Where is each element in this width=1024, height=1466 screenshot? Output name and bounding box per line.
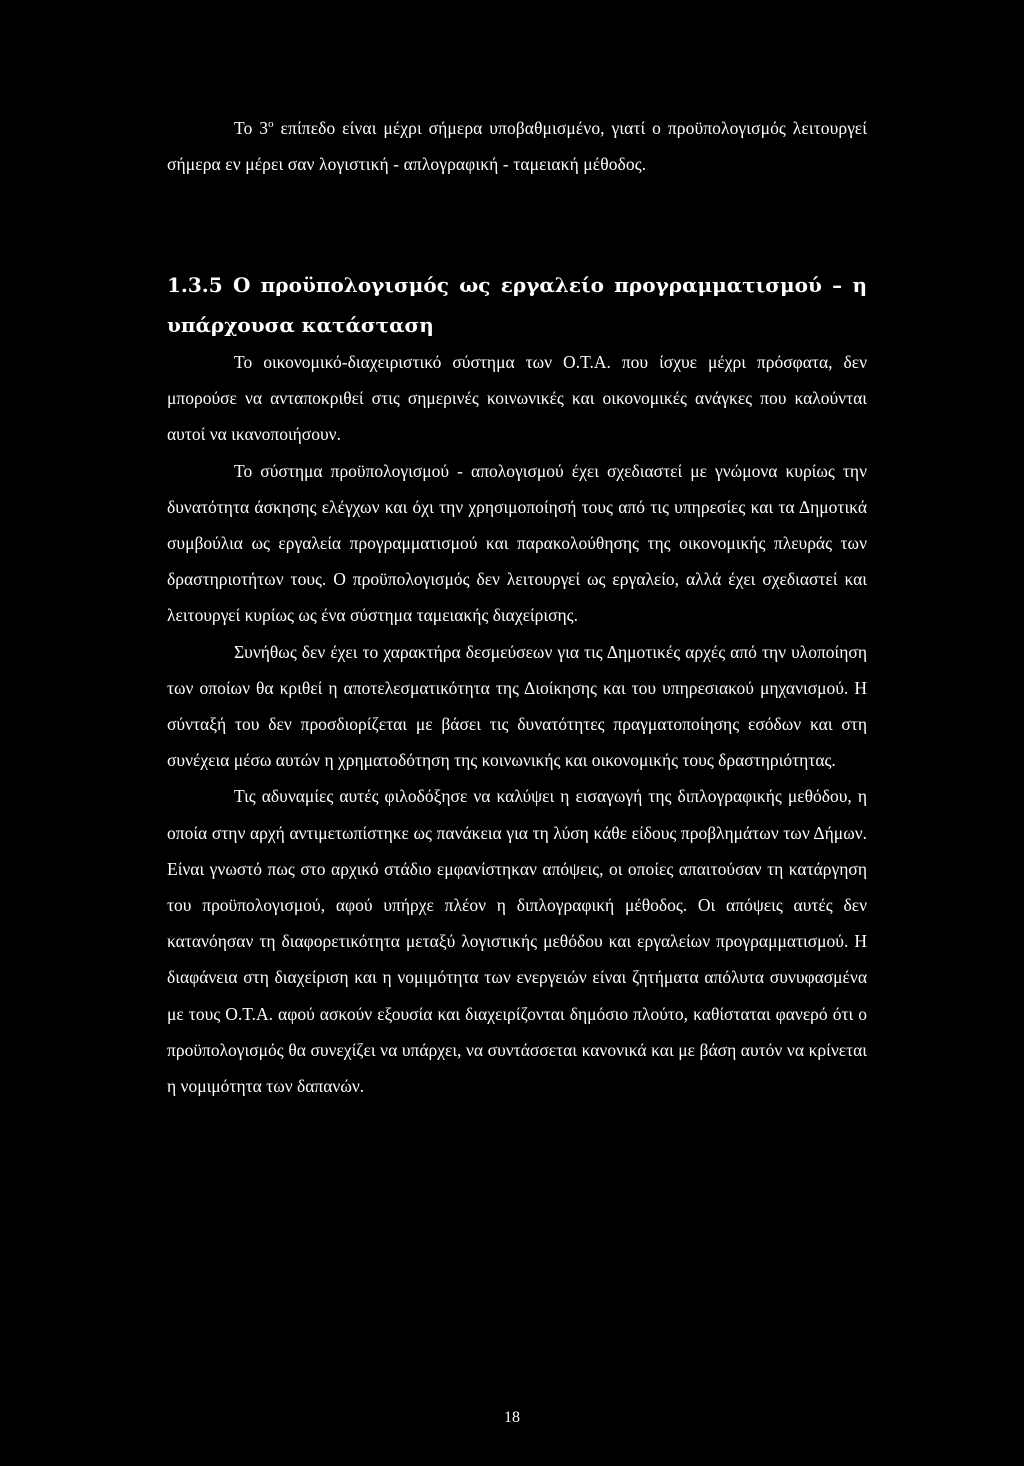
section-heading: 1.3.5 Ο προϋπολογισμός ως εργαλείο προγραμματισμού – η υπάρχουσα κατάσταση — [167, 273, 867, 337]
section-body — [167, 344, 867, 1104]
intro-rest: επίπεδο είναι μέχρι σήμερα υποβαθμισμένο, γιατί ο προϋπολογισμός λειτουργεί σήμερα εν μέρει σαν λογιστική - απλογραφική - ταμειακή μέθοδος. — [167, 118, 868, 175]
body-paragraph: Τις αδυναμίες αυτές φιλοδόξησε να καλύψει η εισαγωγή της διπλογραφικής μεθόδου, η οποία στην αρχή αντιμετωπίστηκε ως πανάκεια για τη λύση κάθε είδους προβλημάτων των Δήμων. Είναι γνωστό πως στο αρχικό στάδιο εμφανίστηκαν απόψεις, οι οποίες απαιτούσαν τη κατάργηση του προϋπολογισμού, αφού υπήρχε πλέον η διπλογραφική μέθοδος. Οι απόψεις αυτές δεν κατανόησαν τη διαφορετικότητα μεταξύ λογιστικής μεθόδου και εργαλείων προγραμματισμού. Η διαφάνεια στη διαχείριση και η νομιμότητα των ενεργειών είναι ζητήματα απόλυτα συνυφασμένα με τους Ο.Τ.Α. αφού ασκούν εξουσία και διαχειρίζονται δημόσιο πλούτο, καθίσταται φανερό ότι ο προϋπολογισμός θα συνεχίζει να υπάρχει, να συντάσσεται κανονικά και με βάση αυτόν να κρίνεται η νομιμότητα των δαπανών. — [167, 786, 867, 1097]
page-number: 18 — [504, 1409, 520, 1426]
body-paragraph: Το οικονομικό-διαχειριστικό σύστημα των Ο.Τ.Α. που ίσχυε μέχρι πρόσφατα, δεν μπορούσε να ανταποκριθεί στις σημερινές κοινωνικές και οικονομικές ανάγκες που καλούνται αυτοί να ικανοποιήσουν. — [167, 352, 867, 445]
body-paragraph: Συνήθως δεν έχει το χαρακτήρα δεσμεύσεων για τις Δημοτικές αρχές από την υλοποίηση των οποίων θα κριθεί η αποτελεσματικότητα της Διοίκησης και του υπηρεσιακού μηχανισμού. Η σύνταξή του δεν προσδιορίζεται με βάσει τις δυνατότητες πραγματοποίησης εσόδων και στη συνέχεια μέσω αυτών η χρηματοδότηση της κοινωνικής και οικονομικής τους δραστηριότητας. — [167, 641, 867, 771]
intro-paragraph — [167, 110, 867, 182]
intro-superscript: ο — [268, 118, 274, 130]
body-paragraph: Το σύστημα προϋπολογισμού - απολογισμού έχει σχεδιαστεί με γνώμονα κυρίως την δυνατότητα άσκησης ελέγχων και όχι την χρησιμοποίησή τους από τις υπηρεσίες και τα Δημοτικά συμβούλια ως εργαλεία προγραμματισμού και παρακολούθησης της οικονομικής πλευράς των δραστηριοτήτων τους. Ο προϋπολογισμός δεν λειτουργεί ως εργαλείο, αλλά έχει σχεδιαστεί και λειτουργεί κυρίως ως ένα σύστημα ταμειακής διαχείρισης. — [167, 460, 867, 626]
intro-prefix: Το 3 — [234, 118, 269, 138]
